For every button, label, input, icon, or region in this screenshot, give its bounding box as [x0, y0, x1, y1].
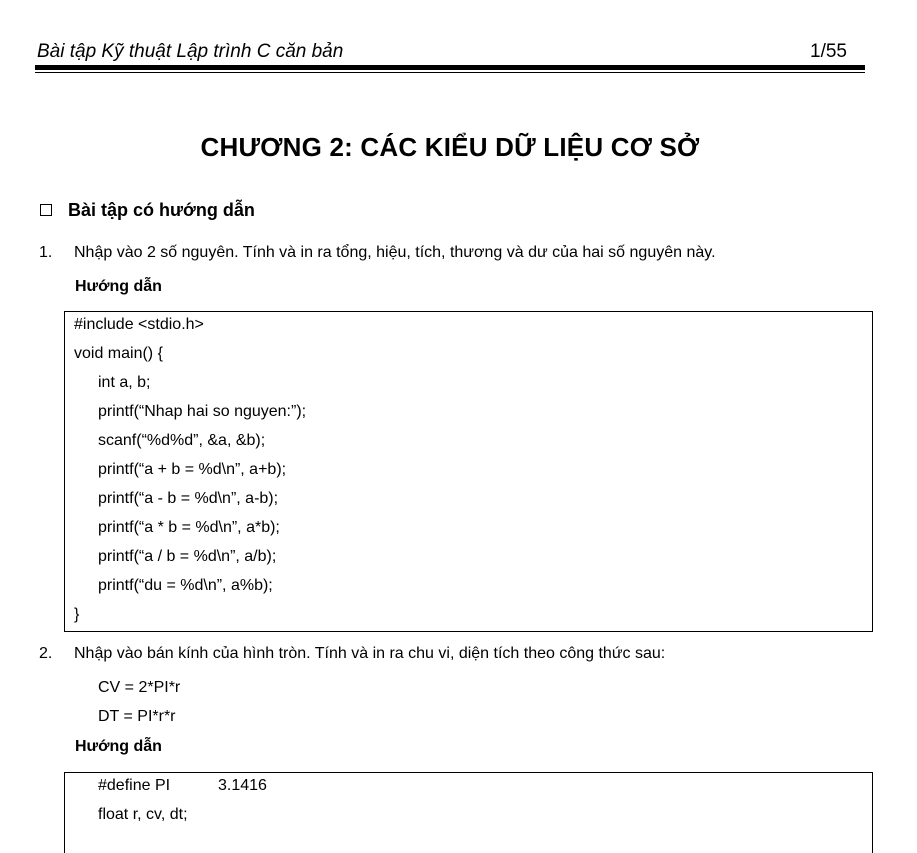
code-line: scanf(“%d%d”, &a, &b);: [98, 432, 266, 449]
code-line-define-value: 3.1416: [218, 777, 267, 794]
exercise-text: Nhập vào 2 số nguyên. Tính và in ra tổng, hiệu, tích, thương và dư của hai số nguyên này.: [74, 244, 716, 261]
code-line: }: [74, 606, 80, 623]
exercise-text: Nhập vào bán kính của hình tròn. Tính và in ra chu vi, diện tích theo công thức sau:: [74, 645, 666, 662]
header-rule-thin: [35, 72, 865, 73]
code-line: printf(“a / b = %d\n”, a/b);: [98, 548, 277, 565]
code-block-1: [64, 311, 873, 632]
chapter-title: CHƯƠNG 2: CÁC KIỂU DỮ LIỆU CƠ SỞ: [200, 132, 700, 162]
exercise-1: [39, 242, 889, 264]
code-line: #include <stdio.h>: [74, 316, 204, 333]
header-title: Bài tập Kỹ thuật Lập trình C căn bản: [37, 41, 344, 62]
code-line: float r, cv, dt;: [98, 806, 188, 823]
formula-cv: CV = 2*PI*r: [98, 679, 181, 696]
code-line: printf(“a + b = %d\n”, a+b);: [98, 461, 287, 478]
code-line: printf(“a - b = %d\n”, a-b);: [98, 490, 279, 507]
header-rule-thick: [35, 65, 865, 70]
guide-label: Hướng dẫn: [75, 738, 162, 755]
section-heading-text: Bài tập có hướng dẫn: [68, 200, 255, 220]
code-line: int a, b;: [98, 374, 151, 391]
page-number: 1/55: [810, 41, 847, 62]
code-line: void main() {: [74, 345, 163, 362]
section-heading: [40, 198, 255, 222]
exercise-number: 1.: [39, 244, 53, 261]
checkbox-bullet-icon: [40, 204, 52, 216]
exercise-2: [39, 643, 889, 665]
code-block-2: [64, 772, 873, 853]
code-line: printf(“Nhap hai so nguyen:”);: [98, 403, 307, 420]
guide-label: Hướng dẫn: [75, 278, 162, 295]
exercise-number: 2.: [39, 645, 53, 662]
code-line: printf(“a * b = %d\n”, a*b);: [98, 519, 280, 536]
page-header: [37, 40, 865, 66]
code-line: printf(“du = %d\n”, a%b);: [98, 577, 273, 594]
formula-dt: DT = PI*r*r: [98, 708, 176, 725]
code-line-define-name: #define PI: [98, 777, 171, 794]
